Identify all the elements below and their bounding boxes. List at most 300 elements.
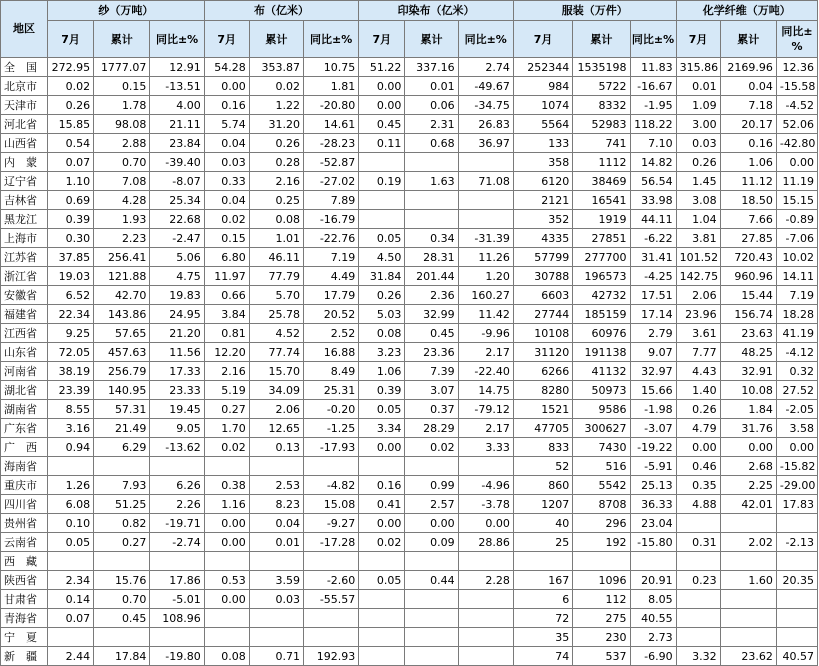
yarn-cumulative-cell: 0.15 [94, 77, 150, 96]
printed-cloth-cumulative-cell: 0.06 [405, 96, 458, 115]
cloth-month-cell: 0.02 [204, 210, 249, 229]
cloth-yoy-cell: -0.20 [304, 400, 359, 419]
sub-header-yoy: 同比±% [150, 21, 204, 58]
garments-yoy-cell: 11.83 [630, 58, 676, 77]
yarn-yoy-cell [150, 628, 204, 647]
printed-cloth-cumulative-cell: 0.01 [405, 77, 458, 96]
garments-yoy-cell [630, 552, 676, 571]
printed-cloth-month-cell: 4.50 [359, 248, 405, 267]
chemical-fiber-month-cell [676, 609, 720, 628]
chemical-fiber-yoy-cell: -2.05 [776, 400, 817, 419]
region-name-cell: 重庆市 [1, 476, 48, 495]
chemical-fiber-month-cell [676, 514, 720, 533]
chemical-fiber-month-cell: 3.32 [676, 647, 720, 666]
sub-header-yoy: 同比±% [776, 21, 817, 58]
yarn-yoy-cell: -8.07 [150, 172, 204, 191]
garments-cumulative-cell: 8708 [573, 495, 630, 514]
table-row [1, 590, 818, 609]
printed-cloth-yoy-cell: 2.17 [458, 343, 513, 362]
printed-cloth-month-cell: 0.26 [359, 286, 405, 305]
garments-yoy-cell: -1.95 [630, 96, 676, 115]
printed-cloth-cumulative-cell [405, 647, 458, 666]
chemical-fiber-cumulative-cell: 23.63 [720, 324, 776, 343]
chemical-fiber-month-cell: 315.86 [676, 58, 720, 77]
garments-cumulative-cell: 300627 [573, 419, 630, 438]
yarn-month-cell: 6.52 [48, 286, 94, 305]
printed-cloth-cumulative-cell: 28.31 [405, 248, 458, 267]
yarn-cumulative-cell: 140.95 [94, 381, 150, 400]
yarn-cumulative-cell: 42.70 [94, 286, 150, 305]
yarn-yoy-cell: 108.96 [150, 609, 204, 628]
cloth-yoy-cell: 14.61 [304, 115, 359, 134]
yarn-cumulative-cell: 1.93 [94, 210, 150, 229]
printed-cloth-cumulative-cell: 28.29 [405, 419, 458, 438]
region-name-cell: 甘肃省 [1, 590, 48, 609]
yarn-yoy-cell: 9.05 [150, 419, 204, 438]
cloth-yoy-cell: -27.02 [304, 172, 359, 191]
yarn-month-cell: 0.02 [48, 77, 94, 96]
garments-yoy-cell: -3.07 [630, 419, 676, 438]
yarn-cumulative-cell [94, 552, 150, 571]
region-name-cell: 西 藏 [1, 552, 48, 571]
table-row [1, 305, 818, 324]
yarn-yoy-cell: 12.91 [150, 58, 204, 77]
printed-cloth-month-cell [359, 647, 405, 666]
sub-header-month: 7月 [48, 21, 94, 58]
garments-cumulative-cell: 537 [573, 647, 630, 666]
garments-month-cell: 72 [513, 609, 572, 628]
cloth-yoy-cell: 20.52 [304, 305, 359, 324]
region-name-cell: 吉林省 [1, 191, 48, 210]
printed-cloth-cumulative-cell: 0.68 [405, 134, 458, 153]
chemical-fiber-yoy-cell: -15.82 [776, 457, 817, 476]
table-row [1, 210, 818, 229]
cloth-cumulative-cell: 0.03 [249, 590, 303, 609]
table-row [1, 609, 818, 628]
cloth-month-cell: 0.02 [204, 438, 249, 457]
chemical-fiber-yoy-cell: 14.11 [776, 267, 817, 286]
cloth-month-cell: 3.84 [204, 305, 249, 324]
printed-cloth-month-cell: 0.00 [359, 96, 405, 115]
printed-cloth-yoy-cell: 71.08 [458, 172, 513, 191]
printed-cloth-month-cell: 3.23 [359, 343, 405, 362]
region-name-cell: 湖北省 [1, 381, 48, 400]
table-row [1, 457, 818, 476]
cloth-month-cell: 0.15 [204, 229, 249, 248]
printed-cloth-month-cell: 0.00 [359, 77, 405, 96]
cloth-cumulative-cell: 0.26 [249, 134, 303, 153]
garments-cumulative-cell: 112 [573, 590, 630, 609]
chemical-fiber-month-cell: 23.96 [676, 305, 720, 324]
printed-cloth-cumulative-cell: 32.99 [405, 305, 458, 324]
printed-cloth-month-cell: 0.16 [359, 476, 405, 495]
yarn-month-cell: 0.30 [48, 229, 94, 248]
yarn-month-cell: 23.39 [48, 381, 94, 400]
chemical-fiber-month-cell: 142.75 [676, 267, 720, 286]
yarn-yoy-cell: 21.11 [150, 115, 204, 134]
yarn-yoy-cell: 24.95 [150, 305, 204, 324]
yarn-cumulative-cell: 98.08 [94, 115, 150, 134]
garments-cumulative-cell: 41132 [573, 362, 630, 381]
chemical-fiber-yoy-cell: -15.58 [776, 77, 817, 96]
printed-cloth-month-cell: 1.06 [359, 362, 405, 381]
yarn-yoy-cell: 19.45 [150, 400, 204, 419]
printed-cloth-month-cell: 0.00 [359, 514, 405, 533]
yarn-yoy-cell: 6.26 [150, 476, 204, 495]
table-row [1, 438, 818, 457]
printed-cloth-cumulative-cell [405, 191, 458, 210]
chemical-fiber-yoy-cell: 12.36 [776, 58, 817, 77]
chemical-fiber-cumulative-cell [720, 628, 776, 647]
printed-cloth-cumulative-cell: 1.63 [405, 172, 458, 191]
printed-cloth-cumulative-cell: 337.16 [405, 58, 458, 77]
garments-cumulative-cell: 5722 [573, 77, 630, 96]
cloth-yoy-cell: 17.79 [304, 286, 359, 305]
garments-yoy-cell: 17.51 [630, 286, 676, 305]
cloth-month-cell: 0.81 [204, 324, 249, 343]
printed-cloth-cumulative-cell: 2.57 [405, 495, 458, 514]
region-name-cell: 陕西省 [1, 571, 48, 590]
chemical-fiber-month-cell: 0.35 [676, 476, 720, 495]
printed-cloth-cumulative-cell: 0.99 [405, 476, 458, 495]
cloth-month-cell: 0.16 [204, 96, 249, 115]
yarn-yoy-cell: -19.80 [150, 647, 204, 666]
yarn-yoy-cell: 11.56 [150, 343, 204, 362]
printed-cloth-yoy-cell [458, 609, 513, 628]
chemical-fiber-cumulative-cell [720, 590, 776, 609]
cloth-cumulative-cell: 77.79 [249, 267, 303, 286]
garments-month-cell: 352 [513, 210, 572, 229]
table-body [1, 58, 818, 666]
cloth-month-cell: 2.16 [204, 362, 249, 381]
yarn-yoy-cell [150, 457, 204, 476]
garments-yoy-cell: 14.82 [630, 153, 676, 172]
garments-month-cell: 74 [513, 647, 572, 666]
group-header-printed-cloth: 印染布（亿米） [359, 1, 514, 21]
chemical-fiber-cumulative-cell: 42.01 [720, 495, 776, 514]
table-row [1, 172, 818, 191]
yarn-yoy-cell: 5.06 [150, 248, 204, 267]
cloth-month-cell: 0.27 [204, 400, 249, 419]
garments-yoy-cell: 15.66 [630, 381, 676, 400]
printed-cloth-cumulative-cell [405, 628, 458, 647]
yarn-cumulative-cell: 4.28 [94, 191, 150, 210]
yarn-cumulative-cell: 143.86 [94, 305, 150, 324]
chemical-fiber-month-cell: 0.26 [676, 153, 720, 172]
table-row [1, 343, 818, 362]
printed-cloth-yoy-cell: 2.74 [458, 58, 513, 77]
yarn-cumulative-cell: 121.88 [94, 267, 150, 286]
cloth-cumulative-cell: 4.52 [249, 324, 303, 343]
cloth-yoy-cell: 192.93 [304, 647, 359, 666]
cloth-yoy-cell: -22.76 [304, 229, 359, 248]
yarn-yoy-cell: 4.00 [150, 96, 204, 115]
cloth-cumulative-cell: 2.53 [249, 476, 303, 495]
region-name-cell: 湖南省 [1, 400, 48, 419]
yarn-cumulative-cell [94, 628, 150, 647]
region-name-cell: 江西省 [1, 324, 48, 343]
chemical-fiber-yoy-cell: -0.89 [776, 210, 817, 229]
printed-cloth-month-cell: 0.00 [359, 438, 405, 457]
garments-month-cell: 6266 [513, 362, 572, 381]
printed-cloth-month-cell: 5.03 [359, 305, 405, 324]
group-header-cloth: 布（亿米） [204, 1, 359, 21]
cloth-yoy-cell: 16.88 [304, 343, 359, 362]
garments-month-cell: 4335 [513, 229, 572, 248]
printed-cloth-yoy-cell: 11.42 [458, 305, 513, 324]
garments-month-cell: 40 [513, 514, 572, 533]
region-name-cell: 上海市 [1, 229, 48, 248]
chemical-fiber-cumulative-cell [720, 552, 776, 571]
printed-cloth-yoy-cell: -79.12 [458, 400, 513, 419]
printed-cloth-yoy-cell: 160.27 [458, 286, 513, 305]
sub-header-cumulative: 累计 [94, 21, 150, 58]
table-row [1, 571, 818, 590]
printed-cloth-yoy-cell: -4.96 [458, 476, 513, 495]
printed-cloth-cumulative-cell: 0.44 [405, 571, 458, 590]
chemical-fiber-yoy-cell: -42.80 [776, 134, 817, 153]
printed-cloth-cumulative-cell [405, 590, 458, 609]
table-row [1, 552, 818, 571]
yarn-yoy-cell: 17.86 [150, 571, 204, 590]
cloth-cumulative-cell: 15.70 [249, 362, 303, 381]
cloth-yoy-cell: 15.08 [304, 495, 359, 514]
yarn-month-cell: 0.14 [48, 590, 94, 609]
sub-header-month: 7月 [204, 21, 249, 58]
garments-cumulative-cell: 277700 [573, 248, 630, 267]
region-name-cell: 海南省 [1, 457, 48, 476]
chemical-fiber-month-cell: 0.31 [676, 533, 720, 552]
garments-month-cell: 6 [513, 590, 572, 609]
region-name-cell: 全 国 [1, 58, 48, 77]
garments-month-cell: 27744 [513, 305, 572, 324]
region-name-cell: 北京市 [1, 77, 48, 96]
garments-yoy-cell: 8.05 [630, 590, 676, 609]
yarn-month-cell: 3.16 [48, 419, 94, 438]
region-name-cell: 浙江省 [1, 267, 48, 286]
chemical-fiber-yoy-cell: -4.12 [776, 343, 817, 362]
chemical-fiber-yoy-cell [776, 628, 817, 647]
chemical-fiber-month-cell: 1.04 [676, 210, 720, 229]
garments-cumulative-cell: 16541 [573, 191, 630, 210]
cloth-yoy-cell: -4.82 [304, 476, 359, 495]
chemical-fiber-yoy-cell: 41.19 [776, 324, 817, 343]
yarn-yoy-cell: 22.68 [150, 210, 204, 229]
printed-cloth-yoy-cell [458, 552, 513, 571]
sub-header-cumulative: 累计 [573, 21, 630, 58]
chemical-fiber-yoy-cell [776, 552, 817, 571]
cloth-yoy-cell: -55.57 [304, 590, 359, 609]
cloth-yoy-cell: -17.93 [304, 438, 359, 457]
region-name-cell: 贵州省 [1, 514, 48, 533]
garments-cumulative-cell: 230 [573, 628, 630, 647]
cloth-cumulative-cell: 46.11 [249, 248, 303, 267]
chemical-fiber-cumulative-cell: 2.68 [720, 457, 776, 476]
printed-cloth-cumulative-cell: 0.45 [405, 324, 458, 343]
printed-cloth-cumulative-cell [405, 153, 458, 172]
chemical-fiber-yoy-cell: 20.35 [776, 571, 817, 590]
table-row [1, 229, 818, 248]
printed-cloth-month-cell: 0.45 [359, 115, 405, 134]
table-row [1, 647, 818, 666]
garments-month-cell: 25 [513, 533, 572, 552]
garments-cumulative-cell: 185159 [573, 305, 630, 324]
region-name-cell: 新 疆 [1, 647, 48, 666]
table-row [1, 628, 818, 647]
printed-cloth-cumulative-cell: 0.00 [405, 514, 458, 533]
chemical-fiber-month-cell: 4.79 [676, 419, 720, 438]
cloth-cumulative-cell: 5.70 [249, 286, 303, 305]
cloth-month-cell: 12.20 [204, 343, 249, 362]
chemical-fiber-month-cell: 3.61 [676, 324, 720, 343]
table-row [1, 96, 818, 115]
chemical-fiber-month-cell: 4.88 [676, 495, 720, 514]
printed-cloth-yoy-cell [458, 191, 513, 210]
yarn-month-cell: 72.05 [48, 343, 94, 362]
yarn-month-cell: 0.05 [48, 533, 94, 552]
garments-yoy-cell: -19.22 [630, 438, 676, 457]
printed-cloth-cumulative-cell [405, 552, 458, 571]
garments-month-cell: 31120 [513, 343, 572, 362]
region-name-cell: 河北省 [1, 115, 48, 134]
yarn-cumulative-cell: 6.29 [94, 438, 150, 457]
garments-yoy-cell: 31.41 [630, 248, 676, 267]
yarn-month-cell: 1.26 [48, 476, 94, 495]
chemical-fiber-month-cell [676, 552, 720, 571]
garments-cumulative-cell: 296 [573, 514, 630, 533]
printed-cloth-month-cell [359, 153, 405, 172]
chemical-fiber-cumulative-cell: 960.96 [720, 267, 776, 286]
group-header-yarn: 纱（万吨） [48, 1, 205, 21]
chemical-fiber-yoy-cell: -2.13 [776, 533, 817, 552]
yarn-cumulative-cell: 2.88 [94, 134, 150, 153]
sub-header-cumulative: 累计 [249, 21, 303, 58]
cloth-yoy-cell: -1.25 [304, 419, 359, 438]
cloth-cumulative-cell: 0.25 [249, 191, 303, 210]
yarn-cumulative-cell: 17.84 [94, 647, 150, 666]
garments-cumulative-cell: 27851 [573, 229, 630, 248]
printed-cloth-yoy-cell [458, 590, 513, 609]
chemical-fiber-yoy-cell: 11.19 [776, 172, 817, 191]
garments-month-cell: 860 [513, 476, 572, 495]
cloth-cumulative-cell [249, 457, 303, 476]
chemical-fiber-yoy-cell: 17.83 [776, 495, 817, 514]
cloth-month-cell [204, 628, 249, 647]
yarn-month-cell [48, 552, 94, 571]
chemical-fiber-cumulative-cell: 48.25 [720, 343, 776, 362]
garments-cumulative-cell: 8332 [573, 96, 630, 115]
chemical-fiber-yoy-cell: 10.02 [776, 248, 817, 267]
region-header: 地区 [1, 1, 48, 58]
yarn-month-cell: 1.10 [48, 172, 94, 191]
sub-header-cumulative: 累计 [405, 21, 458, 58]
yarn-yoy-cell: -13.51 [150, 77, 204, 96]
garments-yoy-cell: 44.11 [630, 210, 676, 229]
printed-cloth-month-cell: 0.05 [359, 229, 405, 248]
printed-cloth-yoy-cell [458, 210, 513, 229]
cloth-month-cell: 1.16 [204, 495, 249, 514]
cloth-cumulative-cell: 34.09 [249, 381, 303, 400]
cloth-month-cell: 1.70 [204, 419, 249, 438]
garments-yoy-cell: -16.67 [630, 77, 676, 96]
yarn-yoy-cell: 19.83 [150, 286, 204, 305]
yarn-cumulative-cell [94, 457, 150, 476]
garments-yoy-cell: -15.80 [630, 533, 676, 552]
cloth-month-cell: 0.33 [204, 172, 249, 191]
printed-cloth-yoy-cell: -49.67 [458, 77, 513, 96]
sub-header-yoy: 同比±% [304, 21, 359, 58]
garments-cumulative-cell: 741 [573, 134, 630, 153]
printed-cloth-yoy-cell [458, 457, 513, 476]
cloth-month-cell: 0.08 [204, 647, 249, 666]
printed-cloth-month-cell [359, 628, 405, 647]
cloth-cumulative-cell: 0.02 [249, 77, 303, 96]
yarn-cumulative-cell: 0.27 [94, 533, 150, 552]
chemical-fiber-cumulative-cell: 10.08 [720, 381, 776, 400]
garments-cumulative-cell [573, 552, 630, 571]
chemical-fiber-yoy-cell: 15.15 [776, 191, 817, 210]
yarn-cumulative-cell: 0.70 [94, 590, 150, 609]
yarn-cumulative-cell: 2.23 [94, 229, 150, 248]
cloth-month-cell: 0.66 [204, 286, 249, 305]
cloth-yoy-cell: 10.75 [304, 58, 359, 77]
region-name-cell: 云南省 [1, 533, 48, 552]
chemical-fiber-month-cell: 4.43 [676, 362, 720, 381]
chemical-fiber-yoy-cell: 18.28 [776, 305, 817, 324]
cloth-month-cell: 0.53 [204, 571, 249, 590]
yarn-month-cell: 0.07 [48, 153, 94, 172]
printed-cloth-month-cell: 0.11 [359, 134, 405, 153]
garments-month-cell: 30788 [513, 267, 572, 286]
cloth-yoy-cell: 25.31 [304, 381, 359, 400]
garments-yoy-cell: 118.22 [630, 115, 676, 134]
yarn-yoy-cell: 25.34 [150, 191, 204, 210]
yarn-month-cell: 0.94 [48, 438, 94, 457]
printed-cloth-yoy-cell: 3.33 [458, 438, 513, 457]
cloth-month-cell: 0.04 [204, 134, 249, 153]
cloth-cumulative-cell: 353.87 [249, 58, 303, 77]
chemical-fiber-cumulative-cell: 7.66 [720, 210, 776, 229]
cloth-cumulative-cell: 31.20 [249, 115, 303, 134]
garments-yoy-cell: 33.98 [630, 191, 676, 210]
chemical-fiber-cumulative-cell: 27.85 [720, 229, 776, 248]
printed-cloth-month-cell: 0.05 [359, 571, 405, 590]
garments-cumulative-cell: 1919 [573, 210, 630, 229]
table-row [1, 400, 818, 419]
yarn-cumulative-cell: 1.78 [94, 96, 150, 115]
garments-cumulative-cell: 1112 [573, 153, 630, 172]
chemical-fiber-month-cell: 3.00 [676, 115, 720, 134]
printed-cloth-cumulative-cell: 201.44 [405, 267, 458, 286]
garments-yoy-cell: 32.97 [630, 362, 676, 381]
cloth-month-cell: 0.00 [204, 590, 249, 609]
table-row [1, 191, 818, 210]
yarn-cumulative-cell: 15.76 [94, 571, 150, 590]
chemical-fiber-month-cell: 0.26 [676, 400, 720, 419]
garments-month-cell [513, 552, 572, 571]
table-row [1, 248, 818, 267]
yarn-month-cell: 2.44 [48, 647, 94, 666]
sub-header-cumulative: 累计 [720, 21, 776, 58]
yarn-cumulative-cell: 1777.07 [94, 58, 150, 77]
chemical-fiber-yoy-cell: 3.58 [776, 419, 817, 438]
cloth-yoy-cell: -9.27 [304, 514, 359, 533]
yarn-month-cell [48, 628, 94, 647]
table-row [1, 533, 818, 552]
printed-cloth-cumulative-cell: 3.07 [405, 381, 458, 400]
printed-cloth-cumulative-cell: 0.37 [405, 400, 458, 419]
table-row [1, 115, 818, 134]
